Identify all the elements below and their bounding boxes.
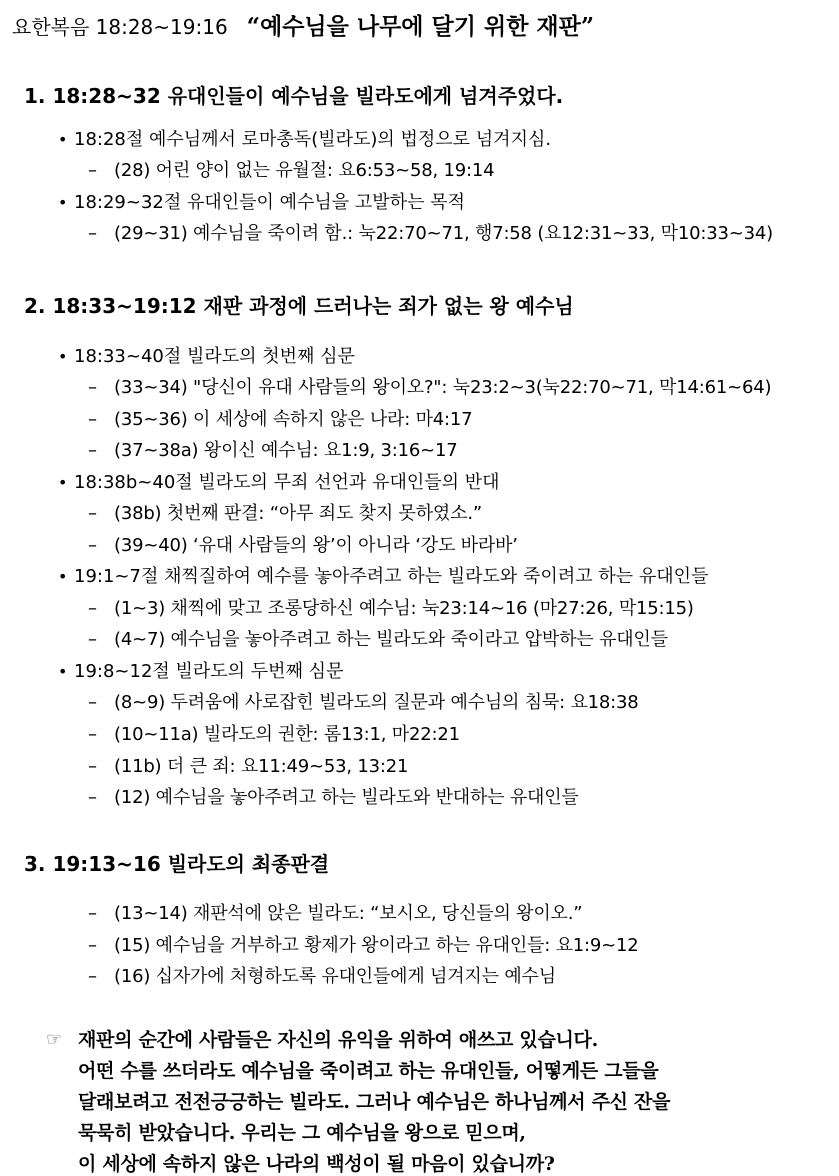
sub-item (88, 436, 458, 462)
dash-icon: – (88, 629, 97, 650)
section-heading-2: 2. 18:33~19:12 재판 과정에 드러나는 죄가 없는 왕 예수님 (24, 294, 574, 318)
bullet-text: 19:1~7절 채찍질하여 예수를 놓아주려고 하는 빌라도와 죽이려고 하는 유대인들 (74, 566, 709, 587)
page-header (12, 8, 594, 41)
sub-item-text: (28) 어린 양이 없는 유월절: 요6:53~58, 19:14 (114, 160, 495, 181)
bullet-item (58, 562, 708, 588)
section-heading-3: 3. 19:13~16 빌라도의 최종판결 (24, 852, 330, 876)
dash-icon: – (88, 903, 97, 924)
sub-item (88, 752, 408, 778)
sub-item (88, 720, 460, 746)
bullet-icon: • (58, 193, 68, 212)
dash-icon: – (88, 724, 97, 745)
dash-icon: – (88, 409, 97, 430)
sub-item-text: (16) 십자가에 처형하도록 유대인들에게 넘겨지는 예수님 (114, 966, 556, 987)
sub-item-text: (29~31) 예수님을 죽이려 함.: 눅22:70~71, 행7:58 (요12:31~33, 막10:33~34) (114, 223, 773, 244)
page-title: “예수님을 나무에 달기 위한 재판” (246, 13, 595, 40)
sub-item-text: (10~11a) 빌라도의 권한: 롬13:1, 마22:21 (114, 724, 460, 745)
bullet-item (58, 468, 500, 494)
bullet-icon: • (58, 567, 68, 586)
dash-icon: – (88, 966, 97, 987)
dash-icon: – (88, 756, 97, 777)
bullet-icon: • (58, 662, 68, 681)
bullet-text: 18:33~40절 빌라도의 첫번째 심문 (74, 346, 355, 367)
sub-item-text: (13~14) 재판석에 앉은 빌라도: “보시오, 당신들의 왕이오.” (114, 903, 583, 924)
sub-item (88, 373, 771, 399)
sub-item (88, 156, 494, 182)
closing-line: 어떤 수를 쓰더라도 예수님을 죽이려고 하는 유대인들, 어떻게든 그들을 (78, 1060, 659, 1082)
dash-icon: – (88, 535, 97, 556)
sub-item (88, 899, 582, 925)
closing-line: 달래보려고 전전긍긍하는 빌라도. 그러나 예수님은 하나님께서 주신 잔을 (78, 1091, 671, 1113)
sub-item-text: (15) 예수님을 거부하고 황제가 왕이라고 하는 유대인들: 요1:9~12 (114, 935, 639, 956)
dash-icon: – (88, 692, 97, 713)
sub-item-text: (39~40) ‘유대 사람들의 왕’이 아니라 ‘강도 바라바’ (114, 535, 518, 556)
dash-icon: – (88, 377, 97, 398)
sub-item (88, 625, 668, 651)
sub-item-text: (11b) 더 큰 죄: 요11:49~53, 13:21 (114, 756, 409, 777)
dash-icon: – (88, 160, 97, 181)
dash-icon: – (88, 440, 97, 461)
bullet-icon: • (58, 130, 68, 149)
scripture-reference: 요한복음 18:28~19:16 (12, 15, 228, 39)
sub-item-text: (4~7) 예수님을 놓아주려고 하는 빌라도와 죽이라고 압박하는 유대인들 (114, 629, 668, 650)
pointing-hand-icon: ☞ (46, 1029, 63, 1050)
bullet-text: 18:38b~40절 빌라도의 무죄 선언과 유대인들의 반대 (74, 472, 500, 493)
sub-item (88, 499, 482, 525)
dash-icon: – (88, 223, 97, 244)
section-heading-1: 1. 18:28~32 유대인들이 예수님을 빌라도에게 넘겨주었다. (24, 84, 564, 108)
closing-line: 묵묵히 받았습니다. 우리는 그 예수님을 왕으로 믿으며, (78, 1122, 526, 1144)
sub-item (88, 783, 579, 809)
sub-item-text: (37~38a) 왕이신 예수님: 요1:9, 3:16~17 (114, 440, 458, 461)
closing-line: 재판의 순간에 사람들은 자신의 유익을 위하여 애쓰고 있습니다. (78, 1029, 598, 1051)
sub-item (88, 962, 556, 988)
bullet-text: 18:28절 예수님께서 로마총독(빌라도)의 법정으로 넘겨지심. (74, 129, 552, 150)
bullet-icon: • (58, 347, 68, 366)
sub-item (88, 405, 472, 431)
dash-icon: – (88, 787, 97, 808)
sub-item (88, 219, 773, 245)
sub-item-text: (33~34) "당신이 유대 사람들의 왕이오?": 눅23:2~3(눅22:70~71, 막14:61~64) (114, 377, 772, 398)
bullet-icon: • (58, 473, 68, 492)
dash-icon: – (88, 935, 97, 956)
dash-icon: – (88, 503, 97, 524)
bullet-item (58, 125, 551, 151)
sub-item-text: (8~9) 두려움에 사로잡힌 빌라도의 질문과 예수님의 침묵: 요18:38 (114, 692, 639, 713)
bullet-text: 18:29~32절 유대인들이 예수님을 고발하는 목적 (74, 192, 465, 213)
sub-item-text: (38b) 첫번째 판결: “아무 죄도 찾지 못하였소.” (114, 503, 482, 524)
bullet-item (58, 657, 343, 683)
sub-item (88, 688, 639, 714)
sub-item-text: (1~3) 채찍에 맞고 조롱당하신 예수님: 눅23:14~16 (마27:26, 막15:15) (114, 598, 694, 619)
closing-line: 이 세상에 속하지 않은 나라의 백성이 될 마음이 있습니까? (78, 1153, 555, 1175)
sub-item (88, 594, 694, 620)
bullet-text: 19:8~12절 빌라도의 두번째 심문 (74, 661, 344, 682)
sub-item-text: (35~36) 이 세상에 속하지 않은 나라: 마4:17 (114, 409, 473, 430)
bullet-item (58, 188, 465, 214)
dash-icon: – (88, 598, 97, 619)
sub-item (88, 531, 518, 557)
bullet-item (58, 342, 355, 368)
sub-item (88, 931, 639, 957)
sub-item-text: (12) 예수님을 놓아주려고 하는 빌라도와 반대하는 유대인들 (114, 787, 579, 808)
